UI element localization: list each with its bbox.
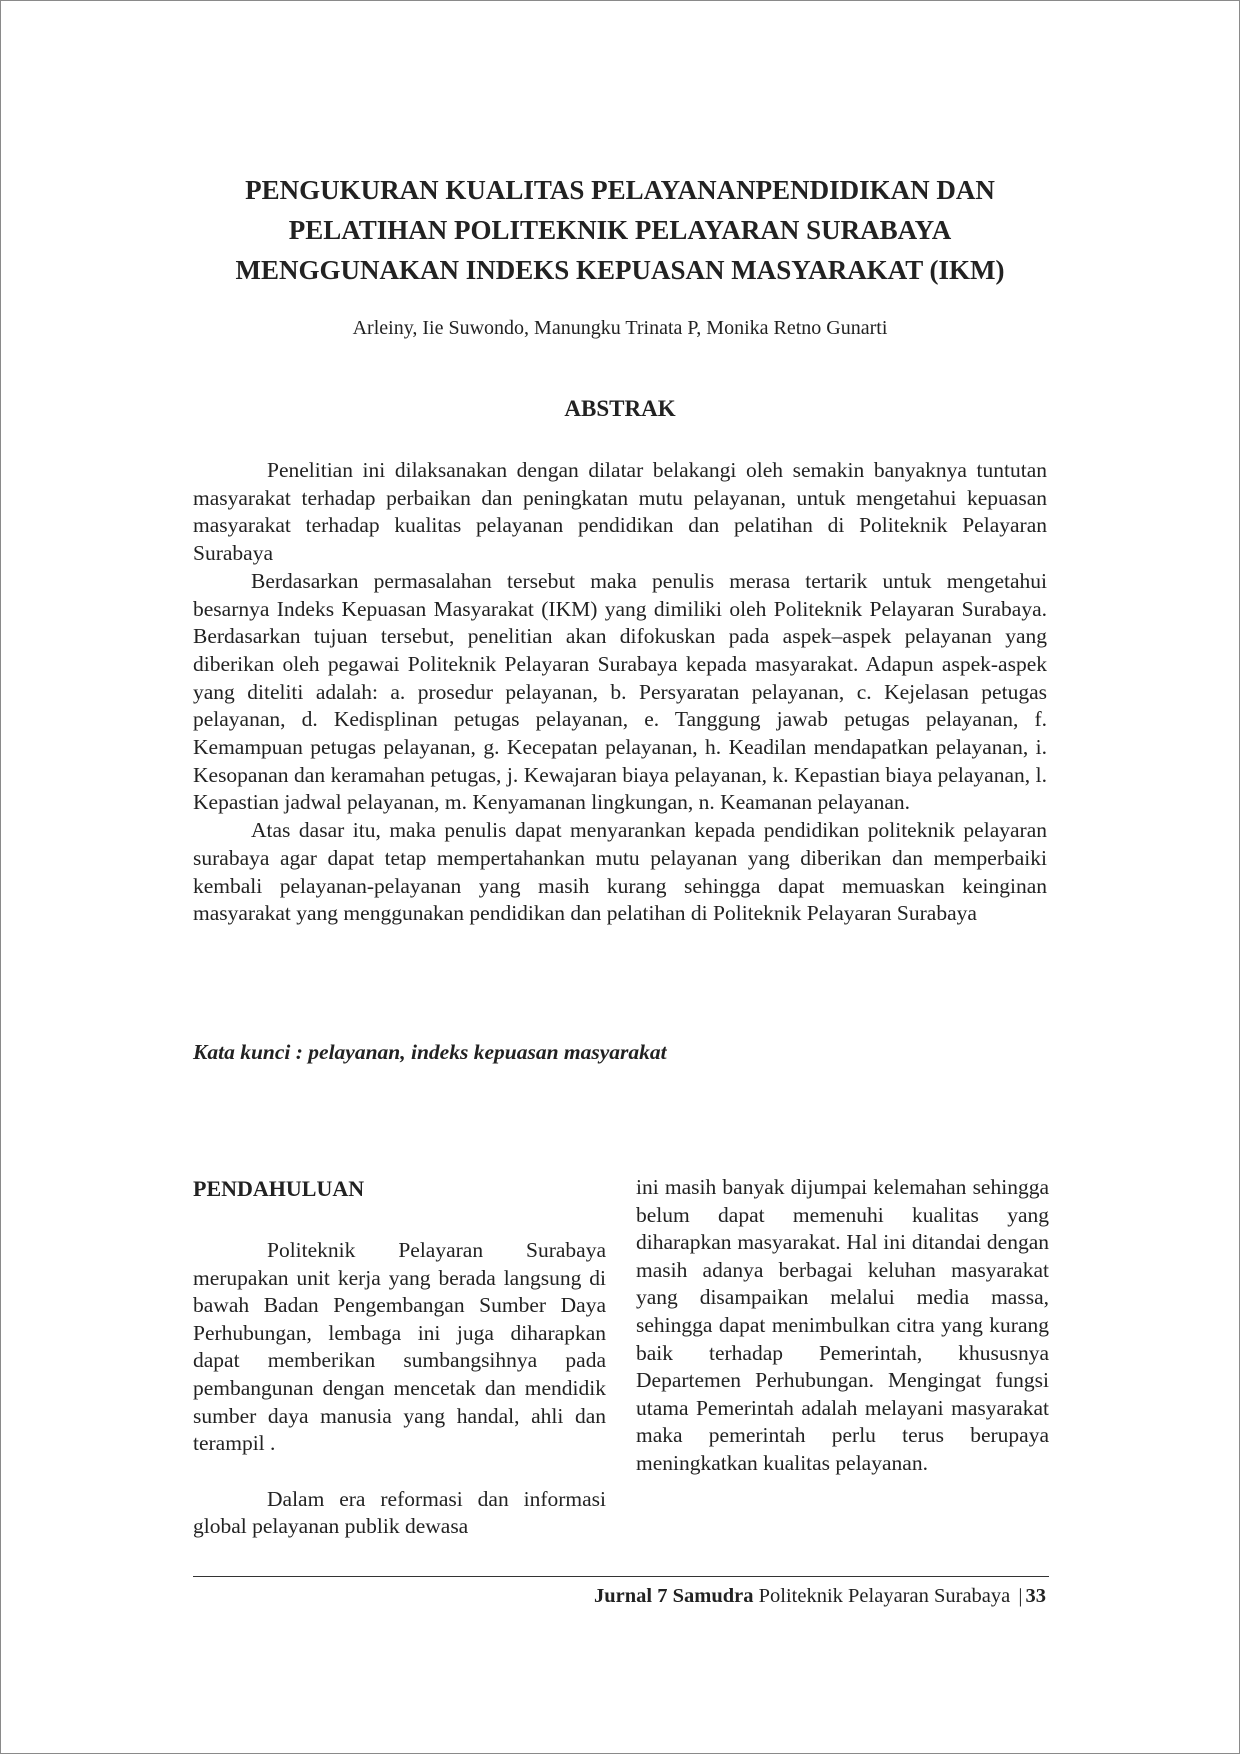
- title-line-2: PELATIHAN POLITEKNIK PELAYARAN SURABAYA: [288, 215, 952, 245]
- title-line-1: PENGUKURAN KUALITAS PELAYANANPENDIDIKAN DAN: [245, 175, 995, 205]
- page-number: 33: [1025, 1585, 1046, 1607]
- footer-rule: [193, 1576, 1049, 1577]
- section-heading-pendahuluan: PENDAHULUAN: [193, 1176, 365, 1201]
- keywords: Kata kunci : pelayanan, indeks kepuasan masyarakat: [193, 1040, 667, 1064]
- title-line-3: MENGGUNAKAN INDEKS KEPUASAN MASYARAKAT (IKM): [235, 255, 1005, 285]
- footer-institution: Politeknik Pelayaran Surabaya: [758, 1585, 1011, 1607]
- abstract-paragraph-2: Berdasarkan permasalahan tersebut maka penulis merasa tertarik untuk mengetahui besarnya Indeks Kepuasan Masyarakat (IKM) yang dimiliki oleh Politeknik Pelayaran Surabaya. Berdasarkan tujuan tersebut, penelitian akan difokuskan pada aspek–aspek pelayanan yang diberikan oleh pegawai Politeknik Pelayaran Surabaya kepada masyarakat. Adapun aspek-aspek yang diteliti adalah: a. prosedur pelayanan, b. Persyaratan pelayanan, c. Kejelasan petugas pelayanan, d. Kedisplinan petugas pelayanan, e. Tanggung jawab petugas pelayanan, f. Kemampuan petugas pelayanan, g. Kecepatan pelayanan, h. Keadilan mendapatkan pelayanan, i. Kesopanan dan keramahan petugas, j. Kewajaran biaya pelayanan, k. Kepastian biaya pelayanan, l. Kepastian jadwal pelayanan, m. Kenyamanan lingkungan, n. Keamanan pelayanan.: [193, 568, 1047, 815]
- footer-separator: |: [1018, 1585, 1023, 1607]
- page-footer: [594, 1582, 1046, 1610]
- paper-title: [150, 170, 1090, 290]
- intro-paragraph-continued: ini masih banyak dijumpai kelemahan sehingga belum dapat memenuhi kualitas yang diharapkan masyarakat. Hal ini ditandai dengan masih adanya berbagai keluhan masyarakat yang disampaikan melalui media massa, sehingga dapat menimbulkan citra yang kurang baik terhadap Pemerintah, khususnya Departemen Perhubungan. Mengingat fungsi utama Pemerintah adalah melayani masyarakat maka pemerintah perlu terus berupaya meningkatkan kualitas pelayanan.: [636, 1175, 1049, 1475]
- intro-paragraph-1: Politeknik Pelayaran Surabaya merupakan unit kerja yang berada langsung di bawah Badan Pengembangan Sumber Daya Perhubungan, lembaga ini juga diharapkan dapat memberikan sumbangsihnya pada pembangunan dengan mencetak dan mendidik sumber daya manusia yang handal, ahli dan terampil .: [193, 1238, 606, 1456]
- intro-left-column: [193, 1174, 606, 1541]
- footer-journal-name: Jurnal 7 Samudra: [594, 1585, 754, 1607]
- abstract-heading: ABSTRAK: [564, 396, 676, 421]
- intro-right-column: [636, 1174, 1049, 1478]
- abstract-paragraph-3: Atas dasar itu, maka penulis dapat menyarankan kepada pendidikan politeknik pelayaran surabaya agar dapat tetap mempertahankan mutu pelayanan yang diberikan dan memperbaiki kembali pelayanan-pelayanan yang masih kurang sehingga dapat memuaskan keinginan masyarakat yang menggunakan pendidikan dan pelatihan di Politeknik Pelayaran Surabaya: [193, 818, 1047, 926]
- abstract-body: [193, 457, 1047, 928]
- abstract-paragraph-1: Penelitian ini dilaksanakan dengan dilatar belakangi oleh semakin banyaknya tuntutan masyarakat terhadap perbaikan dan peningkatan mutu pelayanan, untuk mengetahui kepuasan masyarakat terhadap kualitas pelayanan pendidikan dan pelatihan di Politeknik Pelayaran Surabaya: [193, 458, 1047, 566]
- author-list: Arleiny, Iie Suwondo, Manungku Trinata P, Monika Retno Gunarti: [352, 317, 888, 339]
- intro-paragraph-2: Dalam era reformasi dan informasi global pelayanan publik dewasa: [193, 1486, 606, 1539]
